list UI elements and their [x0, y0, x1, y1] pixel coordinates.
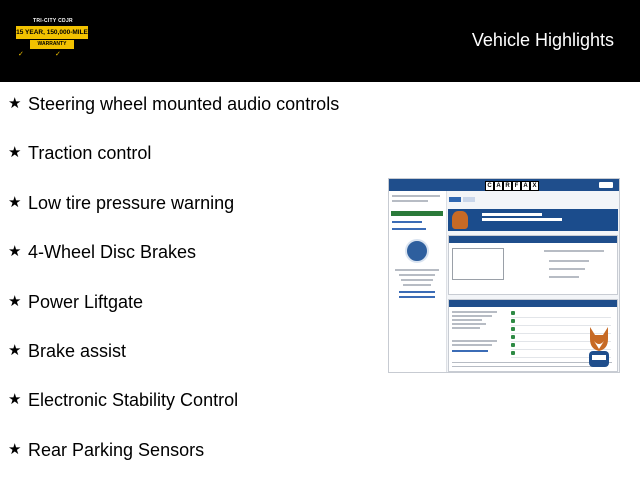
- feature-label: Steering wheel mounted audio controls: [28, 94, 340, 114]
- carfax-value-badge-icon: [405, 239, 429, 263]
- list-item: [8, 389, 339, 438]
- logo-dealer-name: TRI-CITY CDJR: [33, 18, 73, 24]
- carfax-main-panel: [447, 191, 620, 373]
- carfax-top-bar: [389, 179, 619, 191]
- carfax-fox-mascot-icon: [584, 323, 614, 369]
- feature-label: Electronic Stability Control: [28, 390, 239, 411]
- star-icon: ★: [8, 243, 22, 261]
- list-item: [8, 192, 339, 241]
- feature-label: 4-Wheel Disc Brakes: [28, 242, 197, 263]
- check-icon: ✓: [55, 51, 61, 58]
- star-icon: ★: [8, 341, 22, 359]
- carfax-tab: [463, 197, 475, 202]
- carfax-logo: C A R F A X: [485, 181, 539, 189]
- carfax-sidebar: [389, 191, 447, 373]
- logo-warranty-banner: 15 YEAR, 150,000-MILE: [16, 26, 88, 39]
- page-title: Vehicle Highlights: [471, 30, 614, 50]
- feature-label: Traction control: [28, 143, 152, 164]
- list-item: [8, 241, 339, 290]
- check-icon: ✓: [18, 51, 24, 58]
- star-icon: ★: [8, 95, 22, 112]
- logo-warranty-label: WARRANTY: [30, 39, 74, 49]
- list-item: [8, 291, 339, 340]
- star-icon: ★: [8, 391, 22, 409]
- feature-label: Brake assist: [28, 340, 127, 361]
- list-item: [8, 93, 339, 142]
- star-icon: ★: [8, 440, 22, 458]
- feature-label: Low tire pressure warning: [28, 192, 235, 213]
- feature-label: Power Liftgate: [28, 291, 144, 312]
- carfax-report-thumbnail[interactable]: [388, 178, 620, 373]
- feature-label: Rear Parking Sensors: [28, 439, 205, 460]
- vehicle-highlights-list: [8, 93, 339, 488]
- list-item: [8, 340, 339, 389]
- header-bar: [0, 0, 640, 82]
- carfax-tab: [449, 197, 461, 202]
- star-icon: ★: [8, 144, 22, 162]
- list-item: [8, 439, 339, 488]
- carfax-sidebar-active-item: [391, 211, 443, 216]
- carfax-menu-button: [599, 182, 613, 188]
- carfax-damage-banner: [448, 209, 618, 231]
- star-icon: ★: [8, 193, 22, 211]
- list-item: [8, 142, 339, 191]
- carfax-fox-icon: [452, 211, 468, 229]
- dealer-warranty-logo: [16, 18, 88, 56]
- carfax-history-report-panel: [448, 299, 618, 372]
- star-icon: ★: [8, 292, 22, 310]
- carfax-value-report-panel: [448, 235, 618, 295]
